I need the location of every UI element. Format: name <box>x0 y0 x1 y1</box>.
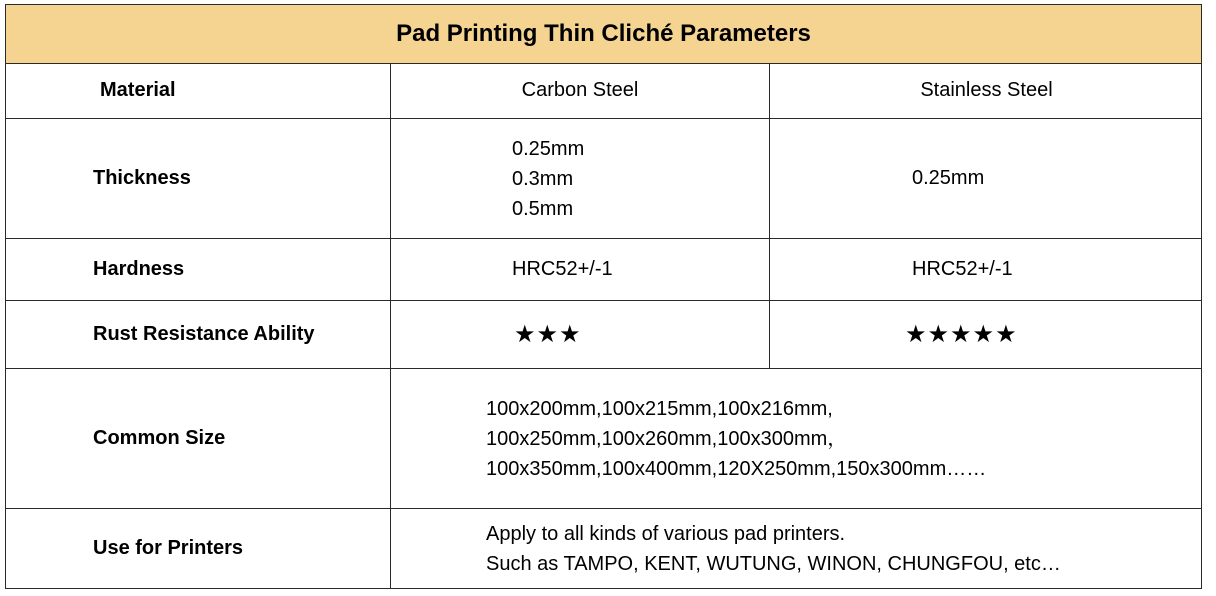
size-line: 100x350mm,100x400mm,120X250mm,150x300mm…… <box>486 457 987 480</box>
printers-description <box>391 509 1203 588</box>
thickness-value: 0.3mm <box>512 167 574 190</box>
size-line: 100x200mm,100x215mm,100x216mm, <box>486 397 833 420</box>
stainless-thickness-value: 0.25mm <box>912 167 985 189</box>
table-row-common-size <box>6 369 1201 509</box>
table-row-hardness <box>6 239 1201 301</box>
table-row-thickness <box>6 119 1201 239</box>
thickness-value: 0.5mm <box>512 197 574 220</box>
stainless-rust-rating: ★★★★★ <box>905 321 1018 348</box>
row-label: Material <box>6 63 391 118</box>
carbon-rust-rating: ★★★ <box>391 301 770 368</box>
thickness-value: 0.25mm <box>512 137 585 160</box>
table-row-rust-resistance <box>6 301 1201 369</box>
carbon-hardness-value: HRC52+/-1 <box>391 239 770 300</box>
table-title: Pad Printing Thin Cliché Parameters <box>6 5 1201 64</box>
row-label: Use for Printers <box>6 509 391 588</box>
carbon-thickness-values <box>391 119 770 238</box>
common-size-values <box>391 369 1203 508</box>
size-line: 100x250mm,100x260mm,100x300mm， <box>486 427 848 450</box>
stainless-steel-header: Stainless Steel <box>920 79 1053 101</box>
stainless-hardness-value: HRC52+/-1 <box>912 258 1013 280</box>
row-label: Rust Resistance Ability <box>6 301 391 368</box>
row-label: Common Size <box>6 369 391 508</box>
parameters-table <box>5 4 1202 589</box>
table-row-use-for-printers <box>6 509 1201 588</box>
row-label: Hardness <box>6 239 391 300</box>
printers-line: Such as TAMPO, KENT, WUTUNG, WINON, CHUNGFOU, etc… <box>486 552 1061 575</box>
row-label: Thickness <box>6 119 391 238</box>
printers-line: Apply to all kinds of various pad printers. <box>486 522 846 545</box>
carbon-steel-header: Carbon Steel <box>391 63 770 118</box>
table-row-material <box>6 63 1201 119</box>
